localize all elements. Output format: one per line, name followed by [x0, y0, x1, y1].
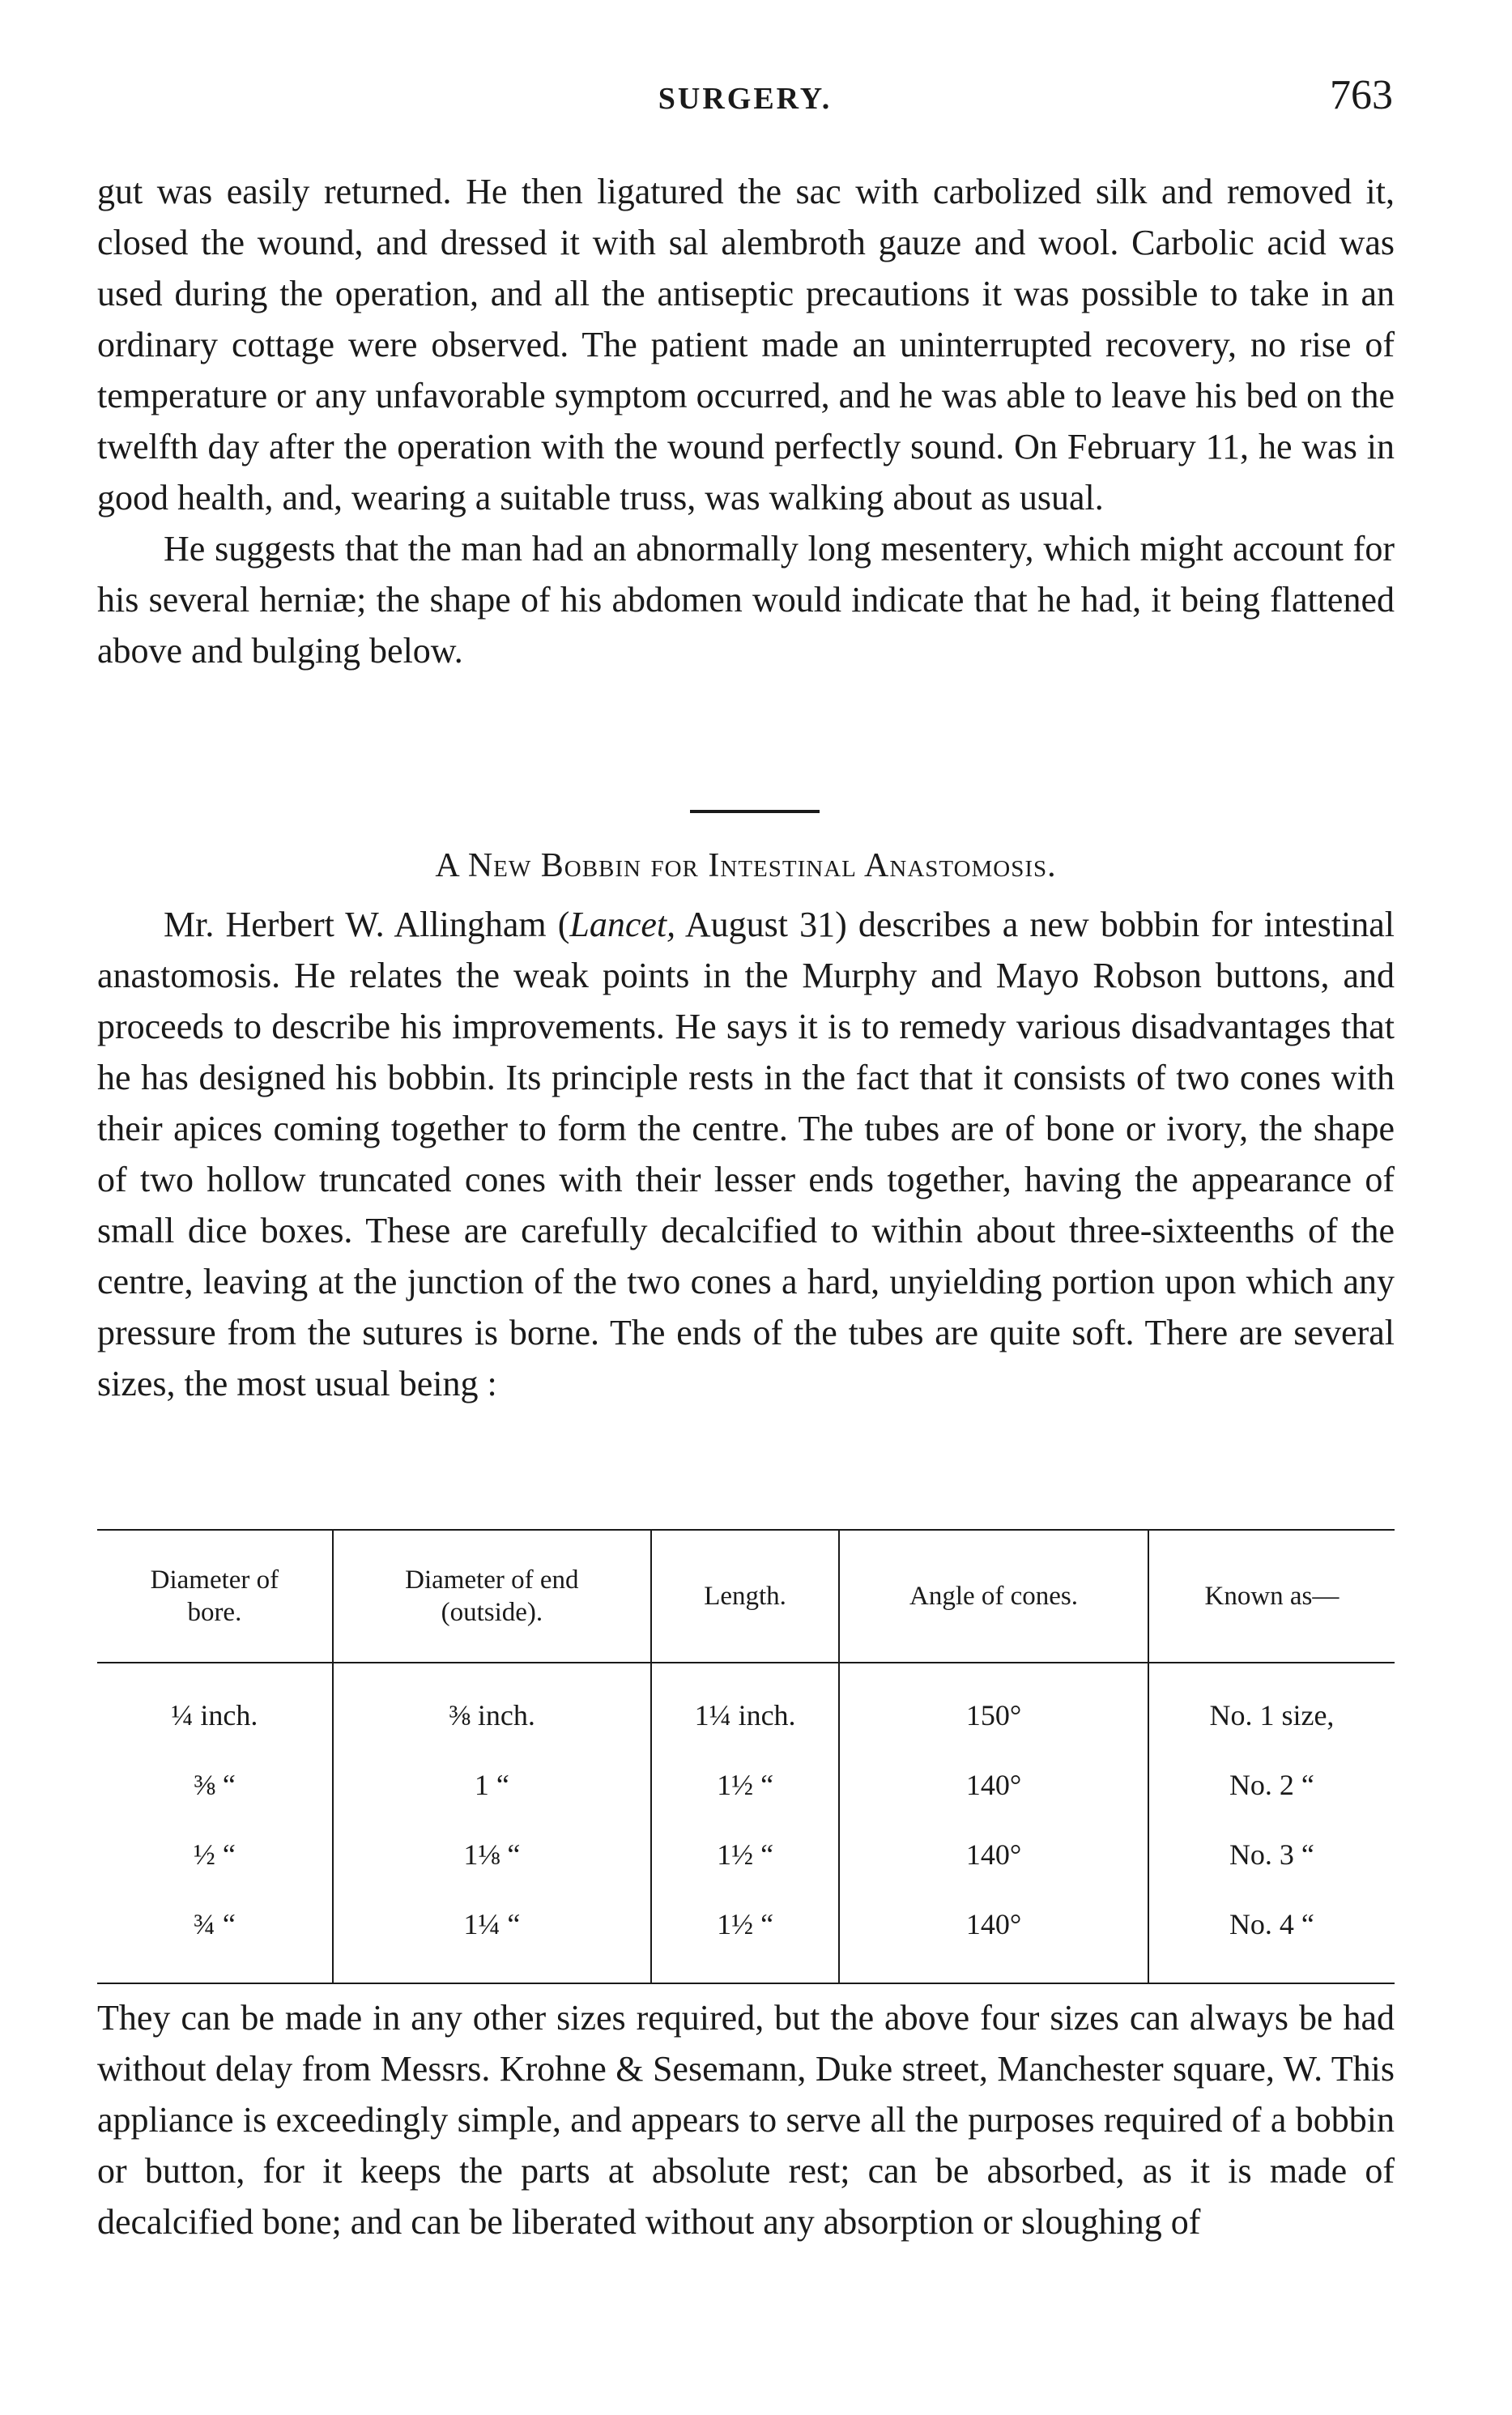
page-header: [97, 71, 1393, 128]
body-text-bottom: [97, 1992, 1395, 2247]
paragraph-mesentery: He suggests that the man had an abnormally long mesentery, which might account for his several herniæ; the shape of his abdomen would indicate that he had, it being flattened above and bulging below.: [97, 529, 1395, 671]
cell-angle: 140°: [839, 1820, 1148, 1889]
table-row: [97, 1889, 1395, 1983]
header-known-as: Known as—: [1148, 1530, 1395, 1663]
cell-bore: ½ “: [193, 1838, 236, 1871]
header-diameter-of-bore: Diameter of bore.: [97, 1530, 333, 1663]
journal-citation: Lancet,: [569, 905, 676, 944]
paragraph-hernia-case: gut was easily returned. He then ligatured the sac with carbolized silk and removed it, closed the wound, and dressed it with sal alembroth gauze and wool. Carbolic acid was used during the operation, and all the antiseptic precautions it was possible to take in an ordinary cottage were observed. The patient made an uninterrupted recovery, no rise of temperature or any unfavorable symptom occurred, and he was able to leave his bed on the twelfth day after the operation with the wound perfectly sound. On February 11, he was in good health, and, wearing a suitable truss, was walking about as usual.: [97, 172, 1395, 518]
cell-angle: 140°: [839, 1889, 1148, 1983]
section-title: A New Bobbin for Intestinal Anastomosis.: [435, 847, 1057, 884]
body-text-top: [97, 166, 1395, 676]
bobbin-sizes-table: [97, 1529, 1395, 1984]
cell-angle: 150°: [839, 1663, 1148, 1750]
cell-end-diameter: 1 “: [333, 1750, 651, 1820]
cell-end-diameter: ⅜ inch.: [333, 1663, 651, 1750]
cell-bore: ¼ inch.: [171, 1699, 258, 1731]
sizes-table: [97, 1529, 1395, 1984]
cell-known-as: No. 4 “: [1148, 1889, 1395, 1983]
cell-length: 1¼ inch.: [651, 1663, 839, 1750]
cell-known-as: No. 2 “: [1148, 1750, 1395, 1820]
cell-end-diameter: 1⅛ “: [333, 1820, 651, 1889]
cell-length: 1½ “: [651, 1889, 839, 1983]
body-text-bobbin: [97, 899, 1395, 1409]
table-header-row: [97, 1530, 1395, 1663]
paragraph-bobbin-intro: [97, 899, 1395, 1409]
cell-length: 1½ “: [651, 1820, 839, 1889]
page-number: 763: [1330, 72, 1393, 118]
intro-body: August 31) describes a new bobbin for intestinal anastomosis. He relates the weak points in the Murphy and Mayo Robson buttons, and proceeds to describe his improvements. He says it is to remedy various disadvantages that he has designed his bobbin. Its principle rests in the fact that it consists of two cones with their apices coming together to form the centre. The tubes are of bone or ivory, the shape of two hollow truncated cones with their lesser ends together, having the appearance of small dice boxes. These are carefully decalcified to within about three-sixteenths of the centre, leaving at the junction of the two cones a hard, unyielding portion upon which any pressure from the sutures is borne. The ends of the tubes are quite soft. There are several sizes, the most usual being :: [97, 905, 1395, 1403]
cell-bore: ¾ “: [97, 1889, 333, 1983]
section-divider: [690, 810, 820, 813]
table-row: [97, 1820, 1395, 1889]
paragraph-availability: They can be made in any other sizes required, but the above four sizes can always be had without delay from Messrs. Krohne & Sesemann, Duke street, Manchester square, W. This appliance is exceedingly simple, and appears to serve all the purposes required of a bobbin or button, for it keeps the parts at absolute rest; can be absorbed, as it is made of decalcified bone; and can be liberated without any absorption or sloughing of: [97, 1998, 1395, 2242]
header-diameter-of-end: Diameter of end (outside).: [333, 1530, 651, 1663]
header-angle-of-cones: Angle of cones.: [839, 1530, 1148, 1663]
intro-lead: Mr. Herbert W. Allingham (: [164, 905, 570, 944]
cell-bore: ⅜ “: [193, 1769, 236, 1801]
cell-angle: 140°: [839, 1750, 1148, 1820]
cell-end-diameter: 1¼ “: [333, 1889, 651, 1983]
cell-length: 1½ “: [651, 1750, 839, 1820]
running-head: SURGERY.: [658, 82, 833, 116]
cell-known-as: No. 3 “: [1148, 1820, 1395, 1889]
cell-known-as: No. 1 size,: [1148, 1663, 1395, 1750]
table-row: [97, 1750, 1395, 1820]
table-row: [97, 1663, 1395, 1750]
header-length: Length.: [651, 1530, 839, 1663]
